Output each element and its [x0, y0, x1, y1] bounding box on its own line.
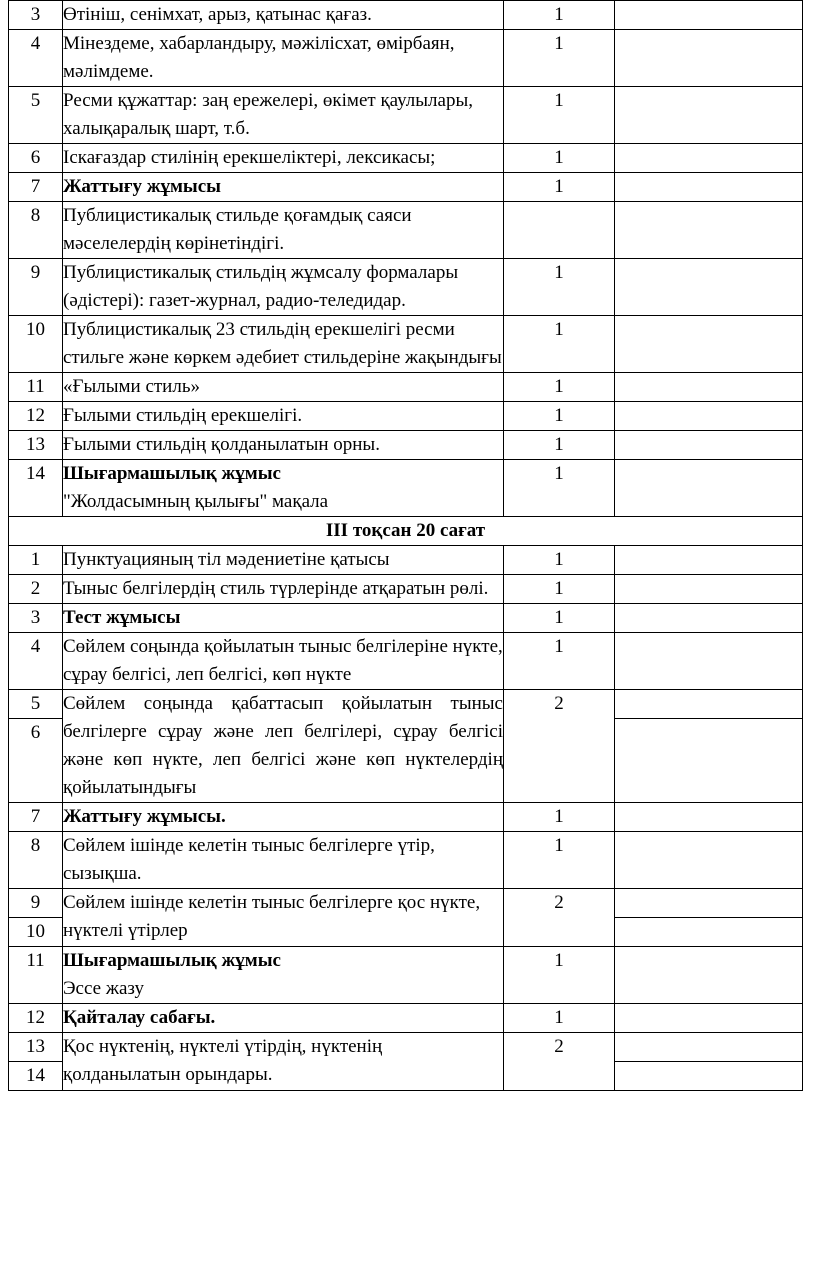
row-notes — [615, 173, 803, 202]
row-topic: Тыныс белгілердің стиль түрлерінде атқаратын рөлі. — [63, 575, 504, 604]
row-topic: Публицистикалық 23 стильдің ерекшелігі ресми стильге және көркем әдебиет стильдеріне жақындығы — [63, 316, 504, 373]
row-topic: Жаттығу жұмысы — [63, 173, 504, 202]
row-notes — [615, 546, 803, 575]
row-notes — [615, 719, 803, 803]
row-number: 14 — [9, 460, 63, 517]
row-topic: Сөйлем соңында қойылатын тыныс белгілеріне нүкте, сұрау белгісі, леп белгісі, көп нүкте — [63, 633, 504, 690]
table-row — [9, 604, 803, 633]
row-topic: «Ғылыми стиль» — [63, 373, 504, 402]
row-hours: 1 — [504, 373, 615, 402]
row-hours: 1 — [504, 173, 615, 202]
row-notes — [615, 918, 803, 947]
row-hours: 2 — [504, 1033, 615, 1091]
row-notes — [615, 316, 803, 373]
table-row — [9, 202, 803, 259]
row-topic: Ресми құжаттар: заң ережелері, өкімет қаулылары, халықаралық шарт, т.б. — [63, 87, 504, 144]
row-hours: 1 — [504, 431, 615, 460]
row-topic: Сөйлем ішінде келетін тыныс белгілерге қос нүкте, нүктелі үтірлер — [63, 889, 504, 947]
row-topic: Қос нүктенің, нүктелі үтірдің, нүктенің қолданылатын орындары. — [63, 1033, 504, 1091]
row-notes — [615, 373, 803, 402]
lesson-plan-table — [8, 0, 803, 1091]
row-topic — [63, 947, 504, 1004]
row-notes — [615, 832, 803, 889]
table-row — [9, 546, 803, 575]
row-number: 7 — [9, 173, 63, 202]
row-hours: 1 — [504, 575, 615, 604]
row-topic: Тест жұмысы — [63, 604, 504, 633]
table-row — [9, 460, 803, 517]
row-notes — [615, 633, 803, 690]
table-row — [9, 30, 803, 87]
row-hours: 1 — [504, 460, 615, 517]
row-topic-title: Шығармашылық жұмыс — [63, 463, 281, 484]
section-title: ІІІ тоқсан 20 сағат — [9, 517, 803, 546]
table-row — [9, 431, 803, 460]
row-number: 5 — [9, 690, 63, 719]
table-row — [9, 173, 803, 202]
row-notes — [615, 259, 803, 316]
row-hours: 1 — [504, 803, 615, 832]
section-row — [9, 517, 803, 546]
row-notes — [615, 144, 803, 173]
table-row — [9, 402, 803, 431]
row-notes — [615, 30, 803, 87]
row-number: 4 — [9, 633, 63, 690]
row-hours: 1 — [504, 546, 615, 575]
row-topic: Өтініш, сенімхат, арыз, қатынас қағаз. — [63, 1, 504, 30]
row-hours: 1 — [504, 30, 615, 87]
table-row — [9, 1, 803, 30]
row-notes — [615, 690, 803, 719]
table-row — [9, 259, 803, 316]
row-topic: Сөйлем ішінде келетін тыныс белгілерге үтір, сызықша. — [63, 832, 504, 889]
row-number: 13 — [9, 1033, 63, 1062]
table-row — [9, 803, 803, 832]
row-topic: Публицистикалық стильде қоғамдық саяси мәселелердің көрінетіндігі. — [63, 202, 504, 259]
row-hours: 1 — [504, 402, 615, 431]
row-notes — [615, 947, 803, 1004]
row-number: 4 — [9, 30, 63, 87]
table-row — [9, 316, 803, 373]
row-notes — [615, 889, 803, 918]
row-hours: 1 — [504, 1004, 615, 1033]
row-notes — [615, 1062, 803, 1091]
row-number: 10 — [9, 316, 63, 373]
row-topic: Ғылыми стильдің қолданылатын орны. — [63, 431, 504, 460]
table-row — [9, 889, 803, 918]
row-topic-title: Шығармашылық жұмыс — [63, 950, 281, 971]
row-notes — [615, 402, 803, 431]
row-number: 12 — [9, 1004, 63, 1033]
row-number: 8 — [9, 202, 63, 259]
row-number: 6 — [9, 719, 63, 803]
table-row — [9, 832, 803, 889]
row-hours: 1 — [504, 832, 615, 889]
row-number: 2 — [9, 575, 63, 604]
row-number: 11 — [9, 947, 63, 1004]
row-hours: 1 — [504, 316, 615, 373]
row-hours: 1 — [504, 144, 615, 173]
row-number: 3 — [9, 1, 63, 30]
row-hours: 1 — [504, 259, 615, 316]
row-topic-subtitle: "Жолдасымның қылығы" мақала — [63, 491, 329, 512]
row-number: 6 — [9, 144, 63, 173]
row-notes — [615, 575, 803, 604]
row-notes — [615, 87, 803, 144]
row-hours: 2 — [504, 690, 615, 803]
table-row — [9, 947, 803, 1004]
row-number: 9 — [9, 889, 63, 918]
row-notes — [615, 1033, 803, 1062]
row-topic-subtitle: Эссе жазу — [63, 978, 144, 999]
row-number: 8 — [9, 832, 63, 889]
row-hours: 1 — [504, 1, 615, 30]
row-topic: Пунктуацияның тіл мәдениетіне қатысы — [63, 546, 504, 575]
row-topic: Қайталау сабағы. — [63, 1004, 504, 1033]
row-number: 5 — [9, 87, 63, 144]
row-hours — [504, 202, 615, 259]
table-row — [9, 87, 803, 144]
row-topic: Мінездеме, хабарландыру, мәжілісхат, өмірбаян, мәлімдеме. — [63, 30, 504, 87]
row-number: 11 — [9, 373, 63, 402]
row-topic: Ғылыми стильдің ерекшелігі. — [63, 402, 504, 431]
row-number: 10 — [9, 918, 63, 947]
row-hours: 1 — [504, 633, 615, 690]
row-hours: 1 — [504, 947, 615, 1004]
table-row — [9, 633, 803, 690]
row-number: 9 — [9, 259, 63, 316]
row-number: 3 — [9, 604, 63, 633]
row-topic: Іскағаздар стилінің ерекшеліктері, лексикасы; — [63, 144, 504, 173]
table-row — [9, 1004, 803, 1033]
row-number: 1 — [9, 546, 63, 575]
row-hours: 1 — [504, 604, 615, 633]
table-row — [9, 690, 803, 719]
row-topic: Сөйлем соңында қабаттасып қойылатын тыныс белгілерге сұрау және леп белгілері, сұрау белгісі және көп нүкте, леп белгісі және көп нүктелердің қойылатындығы — [63, 690, 504, 803]
row-number: 13 — [9, 431, 63, 460]
table-row — [9, 144, 803, 173]
row-topic — [63, 460, 504, 517]
row-topic: Жаттығу жұмысы. — [63, 803, 504, 832]
row-hours: 2 — [504, 889, 615, 947]
row-hours: 1 — [504, 87, 615, 144]
row-notes — [615, 604, 803, 633]
row-number: 14 — [9, 1062, 63, 1091]
row-notes — [615, 431, 803, 460]
row-number: 12 — [9, 402, 63, 431]
table-row — [9, 1033, 803, 1062]
row-notes — [615, 1, 803, 30]
row-number: 7 — [9, 803, 63, 832]
row-notes — [615, 202, 803, 259]
row-topic: Публицистикалық стильдің жұмсалу формалары (әдістері): газет-журнал, радио-теледидар. — [63, 259, 504, 316]
row-notes — [615, 1004, 803, 1033]
table-row — [9, 575, 803, 604]
table-row — [9, 373, 803, 402]
row-notes — [615, 803, 803, 832]
row-notes — [615, 460, 803, 517]
